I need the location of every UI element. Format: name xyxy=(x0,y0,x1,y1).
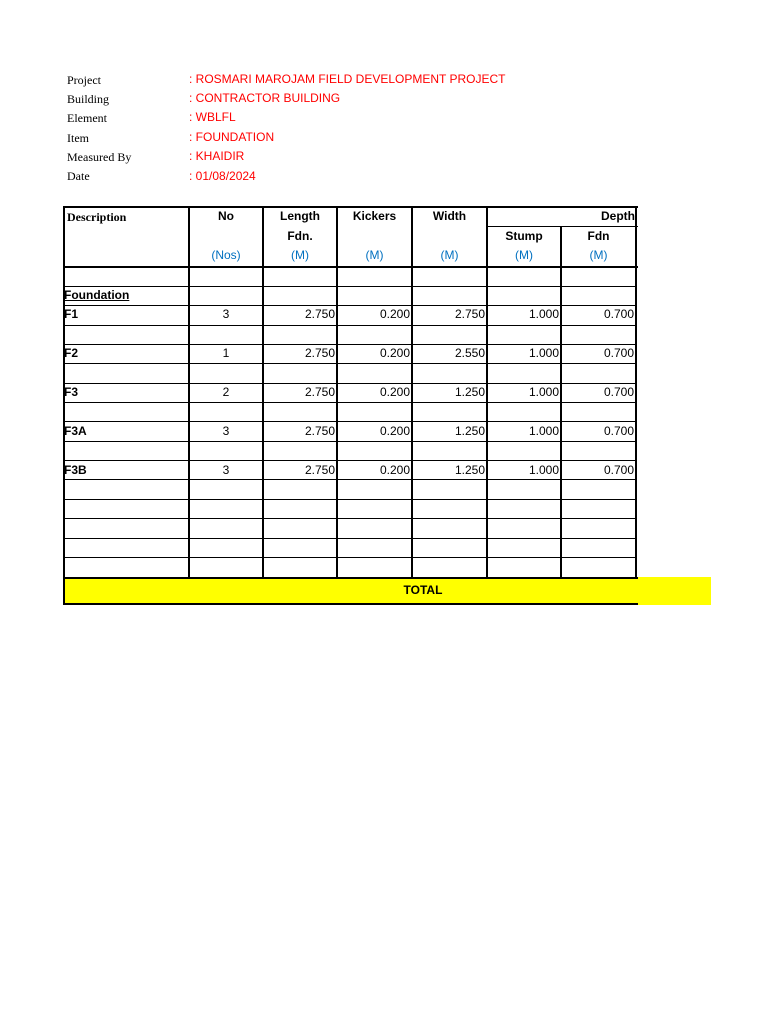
col-header-length-sub: Fdn. xyxy=(287,229,313,243)
unit-stump: (M) xyxy=(515,248,533,262)
row-length: 2.750 xyxy=(304,385,335,399)
row-width: 1.250 xyxy=(454,463,485,477)
table-row-line xyxy=(63,518,637,519)
unit-kickers: (M) xyxy=(365,248,384,262)
col-header-fdn: Fdn xyxy=(587,229,610,243)
row-description: F3A xyxy=(64,424,87,438)
depth-subheader-line xyxy=(487,226,638,227)
col-header-kickers: Kickers xyxy=(352,209,397,223)
row-no: 2 xyxy=(222,385,230,399)
section-title-foundation: Foundation xyxy=(64,288,130,302)
row-fdn: 0.700 xyxy=(603,463,634,477)
col-header-stump: Stump xyxy=(505,229,543,243)
row-stump: 1.000 xyxy=(528,424,559,438)
row-fdn: 0.700 xyxy=(603,307,634,321)
row-kickers: 0.200 xyxy=(379,385,410,399)
row-width: 2.550 xyxy=(454,346,485,360)
row-length: 2.750 xyxy=(304,346,335,360)
building-value: : CONTRACTOR BUILDING xyxy=(189,91,341,105)
row-width: 2.750 xyxy=(454,307,485,321)
table-row-line xyxy=(63,363,637,364)
table-row-line xyxy=(63,499,637,500)
measured-by-value: : KHAIDIR xyxy=(189,149,245,163)
row-description: F3B xyxy=(64,463,87,477)
measured-by-label: Measured By xyxy=(67,150,132,164)
table-row-line xyxy=(63,344,637,345)
row-stump: 1.000 xyxy=(528,385,559,399)
row-fdn: 0.700 xyxy=(603,346,634,360)
row-description: F3 xyxy=(64,385,79,399)
table-row-line xyxy=(63,557,637,558)
table-row-line xyxy=(63,286,637,287)
table-header-bottom xyxy=(63,266,638,268)
table-row-line xyxy=(63,479,637,480)
col-header-no: No xyxy=(218,209,234,223)
unit-no: (Nos) xyxy=(211,248,241,262)
item-label: Item xyxy=(67,131,89,145)
col-header-length: Length xyxy=(280,209,320,223)
row-kickers: 0.200 xyxy=(379,346,410,360)
element-label: Element xyxy=(67,111,107,125)
row-width: 1.250 xyxy=(454,385,485,399)
row-kickers: 0.200 xyxy=(379,307,410,321)
table-row-line xyxy=(63,305,637,306)
row-kickers: 0.200 xyxy=(379,463,410,477)
element-value: : WBLFL xyxy=(189,110,236,124)
row-length: 2.750 xyxy=(304,424,335,438)
row-kickers: 0.200 xyxy=(379,424,410,438)
date-value: : 01/08/2024 xyxy=(189,169,256,183)
row-width: 1.250 xyxy=(454,424,485,438)
row-fdn: 0.700 xyxy=(603,385,634,399)
building-label: Building xyxy=(67,92,110,106)
col-header-width: Width xyxy=(432,209,467,223)
table-row-line xyxy=(63,460,637,461)
unit-width: (M) xyxy=(440,248,459,262)
table-col-line xyxy=(560,226,562,578)
item-value: : FOUNDATION xyxy=(189,130,275,144)
table-col-line xyxy=(63,206,65,605)
table-total-bottom xyxy=(63,603,638,605)
table-body-bottom xyxy=(63,577,638,579)
row-length: 2.750 xyxy=(304,463,335,477)
total-label: TOTAL xyxy=(403,583,443,597)
row-no: 3 xyxy=(222,307,230,321)
row-stump: 1.000 xyxy=(528,307,559,321)
table-row-line xyxy=(63,421,637,422)
col-header-depth: Depth xyxy=(601,209,635,223)
table-row-line xyxy=(63,325,637,326)
project-value: : ROSMARI MAROJAM FIELD DEVELOPMENT PROJECT xyxy=(189,72,506,86)
unit-fdn: (M) xyxy=(589,248,608,262)
unit-length: (M) xyxy=(291,248,309,262)
table-border-top xyxy=(63,206,638,208)
row-fdn: 0.700 xyxy=(603,424,634,438)
col-header-description: Description xyxy=(67,210,127,224)
row-no: 3 xyxy=(222,463,230,477)
table-row-line xyxy=(63,402,637,403)
row-no: 3 xyxy=(222,424,230,438)
row-description: F1 xyxy=(64,307,79,321)
row-description: F2 xyxy=(64,346,79,360)
table-row-line xyxy=(63,441,637,442)
project-label: Project xyxy=(67,73,101,87)
row-stump: 1.000 xyxy=(528,463,559,477)
row-length: 2.750 xyxy=(304,307,335,321)
table-row-line xyxy=(63,538,637,539)
table-row-line xyxy=(63,383,637,384)
row-stump: 1.000 xyxy=(528,346,559,360)
date-label: Date xyxy=(67,169,90,183)
row-no: 1 xyxy=(222,346,230,360)
